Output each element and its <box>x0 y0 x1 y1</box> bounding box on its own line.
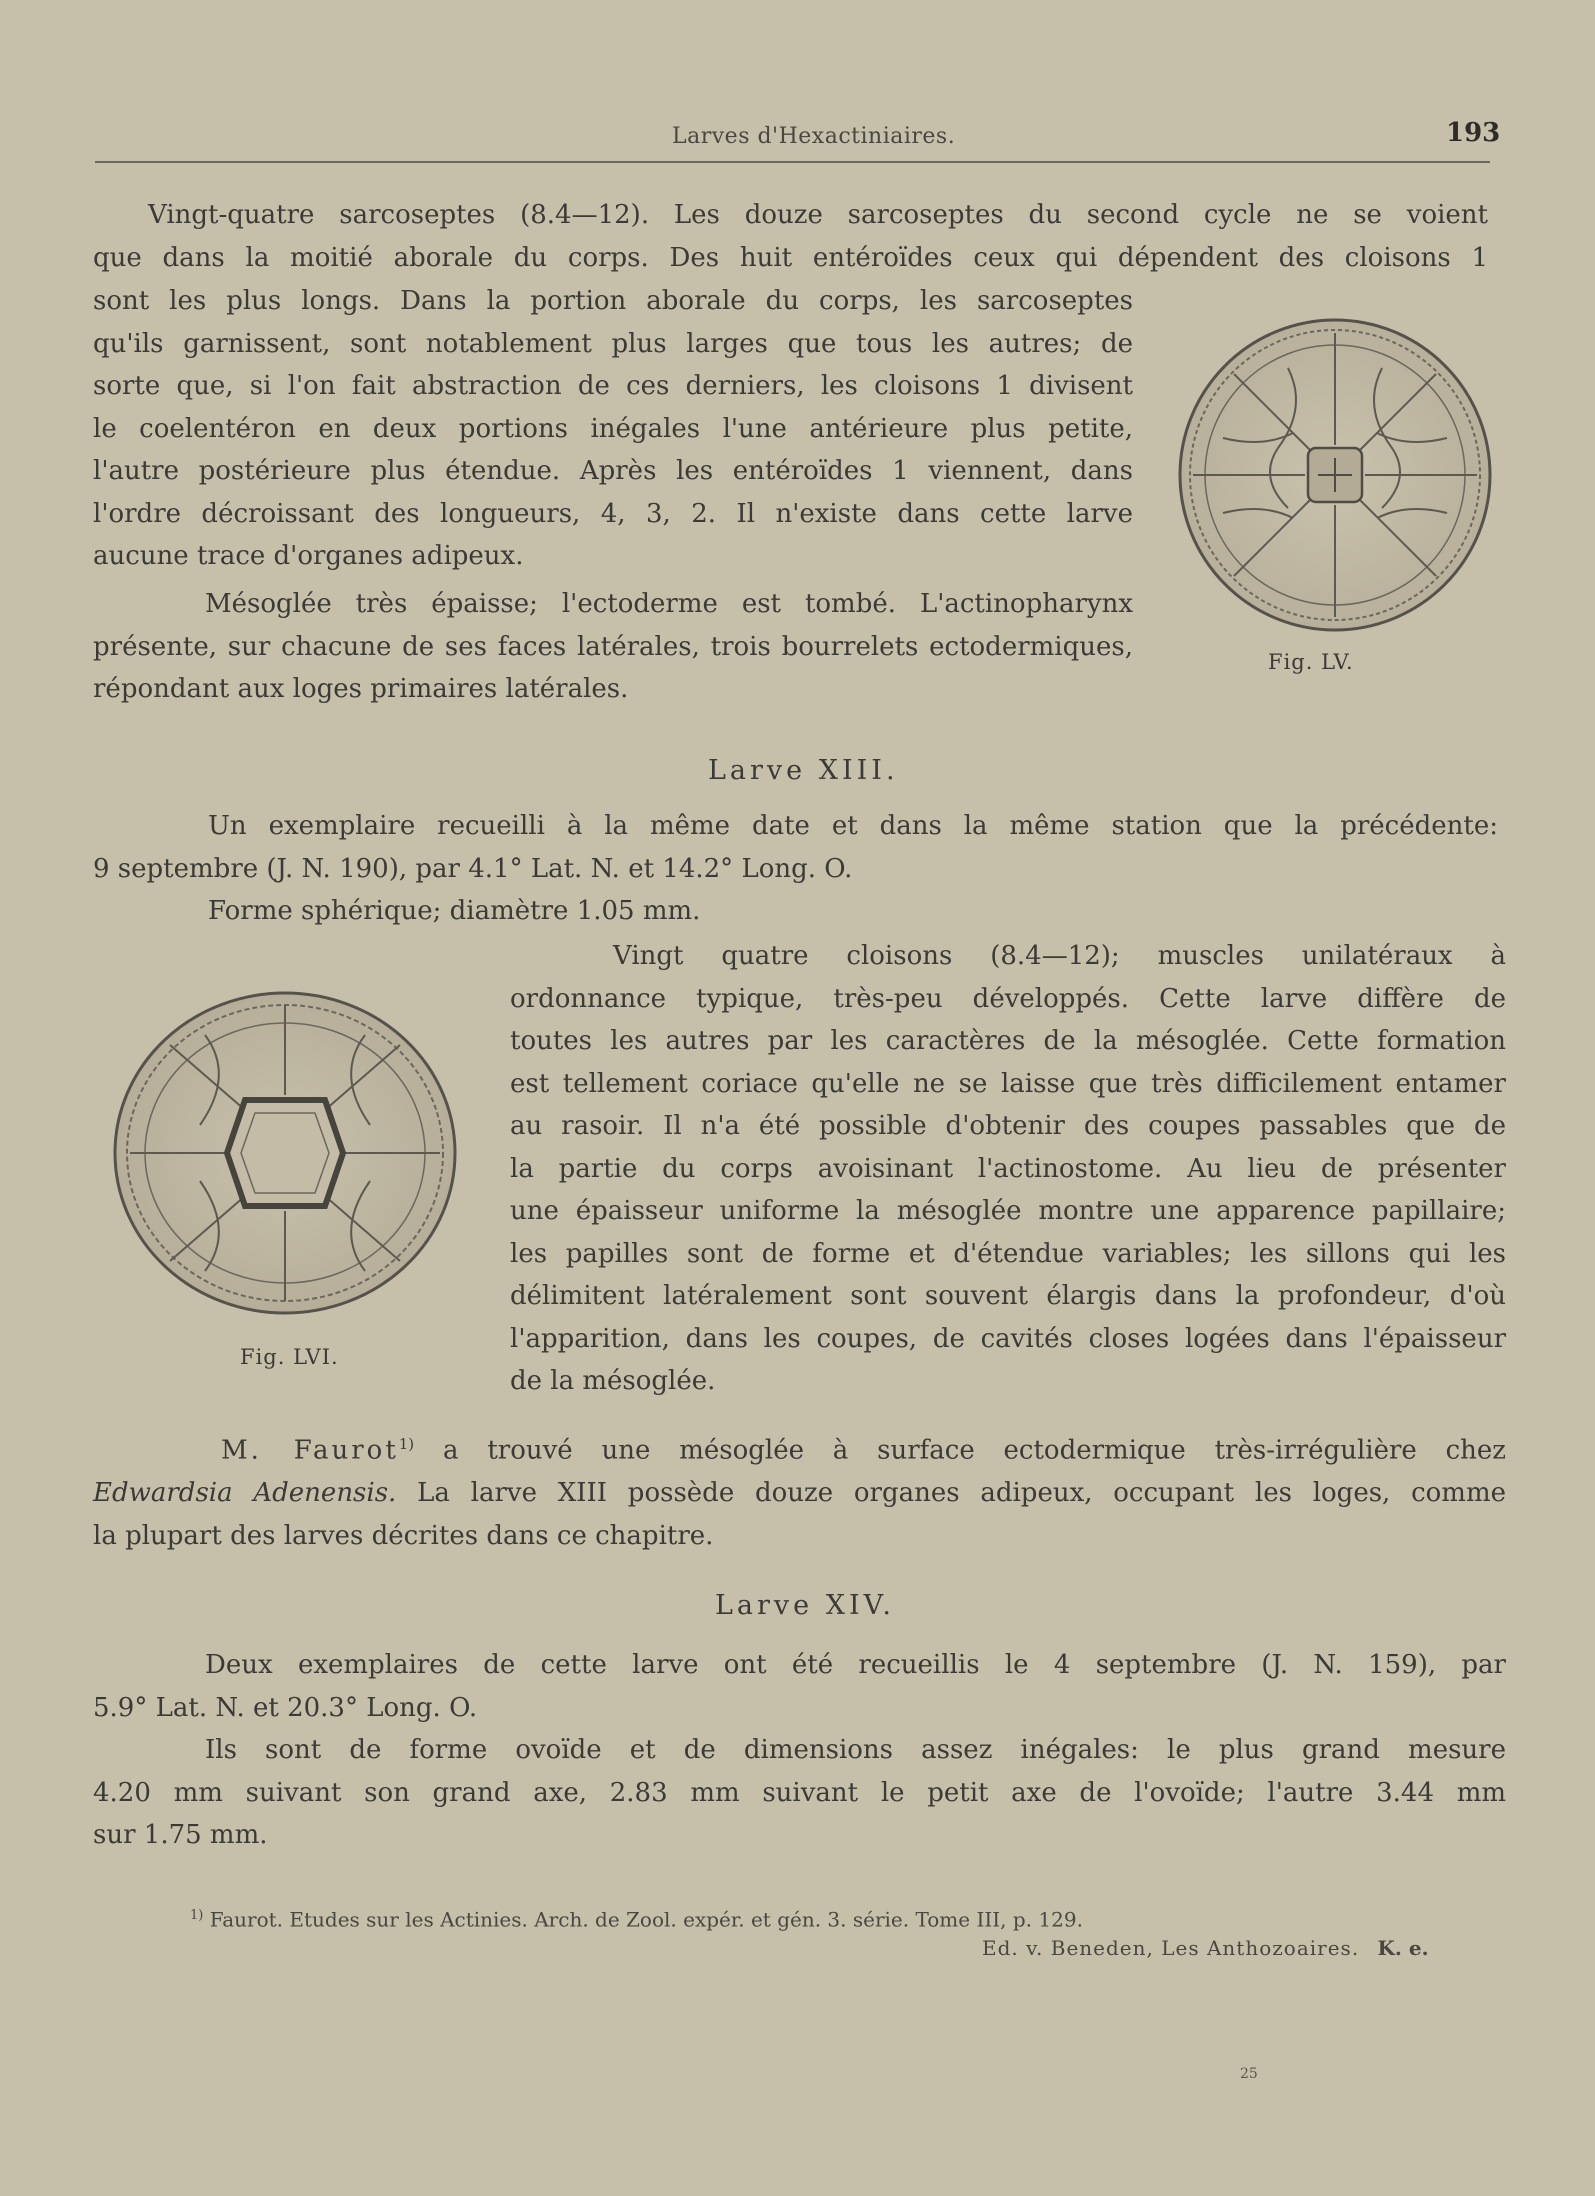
signature-mark: 25 <box>1240 2066 1258 2082</box>
block1-para2: Mésoglée très épaisse; l'ectoderme est tombé. L'actinopharynx présente, sur chacune de ses faces latérales, trois bourrelets ectodermiques, répondant aux loges primaires latérales. <box>93 589 1133 704</box>
figure-lv-illustration <box>1168 308 1503 643</box>
page-number: 193 <box>1446 118 1501 148</box>
faurot-name: M. Faurot <box>221 1435 399 1466</box>
imprint-mark: K. e. <box>1377 1936 1429 1960</box>
figure-lvi-caption: Fig. LVI. <box>240 1345 339 1369</box>
footnote-marker: 1) <box>190 1908 204 1923</box>
species-name: Edwardsia Adenensis. <box>93 1478 397 1509</box>
block1-wrap: sont les plus longs. Dans la portion aborale du corps, les sarcoseptes qu'ils garnissent, sont notablement plus larges que tous les autres; de sorte que, si l'on fait abstraction de ces derniers, les cloisons 1 divisent le coelentéron en deux portions inégales l'une antérieure plus petite, l'autre postérieure plus étendue. Après les entéroïdes 1 viennent, dans l'ordre décroissant des longueurs, 4, 3, 2. Il n'existe dans cette larve aucune trace d'organes adipeux. <box>93 286 1133 571</box>
imprint-line <box>982 1930 1429 1966</box>
figure-lv-caption: Fig. LV. <box>1268 650 1354 674</box>
block1-line-1: que dans la moitié aborale du corps. Des huit entéroïdes ceux qui dépendent des cloisons 1 <box>93 243 1488 273</box>
header-rule <box>95 161 1490 163</box>
larve13-intro: Un exemplaire recueilli à la même date et dans la même station que la précédente: 9 septembre (J. N. 190), par 4.1° Lat. N. et 14.2° Long. O. Forme sphérique; diamètre 1.05 mm. <box>93 811 1498 926</box>
block1-line-0: Vingt-quatre sarcoseptes (8.4—12). Les douze sarcoseptes du second cycle ne se voient <box>148 200 1488 230</box>
footnote: $^{1)}$ Faurot. Etudes sur les Actinies. Arch. de Zool. expér. et gén. 3. série. Tome III, p. 129. <box>190 1907 1083 1932</box>
heading-larve-xiii: Larve XIII. <box>708 755 899 786</box>
faurot-paragraph: M. Faurot$^{1)}$ a trouvé une mésoglée à surface ectodermique très-irrégulière chez Edwardsia Adenensis. La larve XIII possède douze organes adipeux, occupant les loges, comme la plupart des larves décrites dans ce chapitre. <box>93 1435 1506 1551</box>
imprint: Ed. v. Beneden, Les Anthozoaires. <box>982 1936 1360 1960</box>
larve14-text: Deux exemplaires de cette larve ont été recueillis le 4 septembre (J. N. 159), par 5.9° Lat. N. et 20.3° Long. O. Ils sont de forme ovoïde et de dimensions assez inégales: le plus grand mesure 4.20 mm suivant son grand axe, 2.83 mm suivant le petit axe de l'ovoïde; l'autre 3.44 mm sur 1.75 mm. <box>93 1650 1506 1850</box>
running-title: Larves d'Hexactiniaires. <box>672 124 956 149</box>
footnote-ref: 1) <box>398 1435 415 1453</box>
larve13-side: Vingt quatre cloisons (8.4—12); muscles unilatéraux à ordonnance typique, très-peu développés. Cette larve diffère de toutes les autres par les caractères de la mésoglée. Cette formation est tellement coriace qu'elle ne se laisse que très difficilement entamer au rasoir. Il n'a été possible d'obtenir des coupes passables que de la partie du corps avoisinant l'actinostome. Au lieu de présenter une épaisseur uniforme la mésoglée montre une apparence papillaire; les papilles sont de forme et d'étendue variables; les sillons qui les délimitent latéralement sont souvent élargis dans la profondeur, d'où l'apparition, dans les coupes, de cavités closes logées dans l'épaisseur de la mésoglée. <box>510 941 1506 1396</box>
heading-larve-xiv: Larve XIV. <box>715 1590 895 1621</box>
figure-lvi-illustration <box>95 975 485 1330</box>
